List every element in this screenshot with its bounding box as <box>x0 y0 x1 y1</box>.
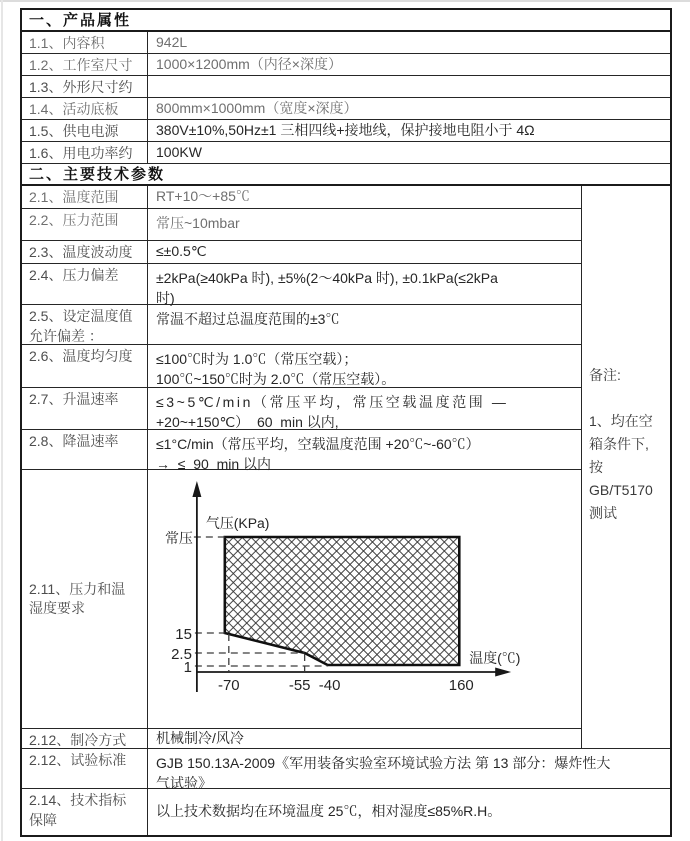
text-line: 以上技术数据均在环境温度 25℃，相对湿度≤85%R.H。 <box>156 803 502 820</box>
scan-edge-top <box>0 0 690 2</box>
row-value <box>148 142 670 163</box>
y-tick-15: 15 <box>175 625 192 644</box>
row-1-6 <box>22 142 670 164</box>
x-axis-arrow-icon <box>495 668 511 677</box>
x-tick-m55: -55 <box>288 676 311 695</box>
text-line: 2.4、压力偏差 <box>29 267 119 283</box>
section-2-body <box>22 186 670 749</box>
text-line: ≤±0.5℃ <box>156 243 207 260</box>
row-label <box>22 241 148 263</box>
text-line: 2.5、设定温度值 <box>29 308 133 324</box>
note-line: 测试 <box>589 505 617 521</box>
text-line: 2.14、技术指标 <box>29 792 127 808</box>
text-line: 时) <box>156 289 175 306</box>
section-2-full-rows <box>22 749 670 835</box>
text-line: 380V±10%,50Hz±1 三相四线+接地线，保护接地电阻小于 4Ω <box>156 121 535 138</box>
text-line: 保障 <box>29 811 57 828</box>
text-line: 允许偏差 ： <box>29 327 103 344</box>
row-2-14 <box>22 789 670 835</box>
text-line: 1.4、活动底板 <box>29 101 119 117</box>
row-label <box>22 32 148 53</box>
y-axis-label: 气压(KPa) <box>205 514 270 532</box>
text-line: RT+10～+85℃ <box>156 188 250 205</box>
row-label <box>22 76 148 97</box>
text-line: 1.3、外形尺寸约 <box>29 79 133 95</box>
row-2-11 <box>22 470 670 729</box>
section-1-rows <box>22 32 670 164</box>
row-label <box>22 142 148 163</box>
row-value <box>148 120 670 141</box>
note-line: 备注: <box>589 367 621 383</box>
text-line: 2.8、降温速率 <box>29 433 119 449</box>
text-line: 100℃~150℃时为 2.0℃（常压空载）。 <box>156 370 396 387</box>
row-2-4 <box>22 264 670 305</box>
row-value <box>148 209 582 240</box>
text-line: 湿度要求 <box>29 600 85 616</box>
row-value <box>148 729 582 748</box>
scan-edge-left <box>1 0 3 841</box>
row-label <box>22 729 148 748</box>
text-line: 2.7、升温速率 <box>29 391 119 407</box>
row-1-1 <box>22 32 670 54</box>
text-line: 1000×1200mm（内径×深度） <box>156 55 342 72</box>
text-line: 2.12、试验标准 <box>29 752 127 768</box>
spec-table <box>20 8 672 837</box>
row-2-8 <box>22 430 670 470</box>
text-line: GJB 150.13A-2009《军用装备实验室环境试验方法 第 13 部分：爆炸性大 <box>156 755 611 771</box>
row-2-7 <box>22 388 670 430</box>
row-value <box>148 430 582 472</box>
notes-cell <box>582 186 670 749</box>
section-2-header <box>22 164 670 186</box>
text-line: 气试验》 <box>156 774 212 791</box>
text-line <box>156 77 666 97</box>
text-line: +20~+150℃） 60 min 以内, <box>156 413 339 430</box>
x-axis-label: 温度(℃) <box>469 649 521 667</box>
row-2-12b <box>22 749 670 789</box>
text-line: 1.1、内容积 <box>29 35 105 51</box>
row-2-1 <box>22 186 670 209</box>
row-value <box>148 54 670 75</box>
row-2-3 <box>22 241 670 264</box>
row-value <box>148 241 582 263</box>
chart-cell <box>148 470 582 728</box>
text-line: 常温不超过总温度范围的±3℃ <box>156 311 340 327</box>
row-2-6 <box>22 345 670 388</box>
section-2-rows <box>22 186 670 749</box>
x-tick-m70: -70 <box>218 676 240 695</box>
row-label <box>22 305 148 344</box>
section-1-title: 一、产品属性 <box>29 12 132 29</box>
row-1-5 <box>22 120 670 142</box>
text-line: 800mm×1000mm（宽度×深度） <box>156 99 358 116</box>
row-value <box>148 345 582 387</box>
row-label <box>22 209 148 240</box>
row-label <box>22 120 148 141</box>
y-tick-2-5: 2.5 <box>171 645 192 664</box>
text-line: 2.12、制冷方式 <box>29 732 127 748</box>
row-label <box>22 98 148 119</box>
text-line: 2.3、温度波动度 <box>29 244 133 260</box>
row-value <box>148 186 582 208</box>
text-line: ≤100℃时为 1.0℃（常压空载）； <box>156 351 358 367</box>
text-line: 2.1、温度范围 <box>29 189 119 205</box>
row-value <box>148 749 670 791</box>
ambient-label: 常压 <box>164 529 193 547</box>
text-line: 2.6、温度均匀度 <box>29 348 133 364</box>
row-1-4 <box>22 98 670 120</box>
row-2-5 <box>22 305 670 345</box>
row-label <box>22 789 148 835</box>
section-1-header <box>22 10 670 32</box>
text-line: ±2kPa(≥40kPa 时), ±5%(2～40kPa 时), ±0.1kPa(≤2kPa <box>156 270 498 286</box>
note-line: 箱条件下, <box>589 436 649 452</box>
row-label <box>22 388 148 429</box>
note-line: 1、均在空 <box>589 413 653 429</box>
allowed-region <box>225 537 459 665</box>
row-label <box>22 470 148 728</box>
row-value <box>148 264 582 304</box>
row-label <box>22 430 148 469</box>
row-value <box>148 388 582 429</box>
text-line: 1.2、工作室尺寸 <box>29 57 133 73</box>
text-line: 942L <box>156 33 188 50</box>
row-label <box>22 345 148 387</box>
note-line: GB/T5170 <box>589 482 653 498</box>
text-line: 1.6、用电功率约 <box>29 145 133 161</box>
row-value <box>148 98 670 119</box>
text-line: 100KW <box>156 143 202 160</box>
text-line: 2.11、压力和温 <box>29 580 126 597</box>
note-line: 按 <box>589 459 603 475</box>
row-value <box>148 76 670 97</box>
row-value <box>148 789 670 835</box>
row-2-12a <box>22 729 670 749</box>
section-2-title: 二、主要技术参数 <box>29 166 166 183</box>
text-line: 机械制冷/风冷 <box>156 729 244 746</box>
text-line: 常压~10mbar <box>156 215 240 231</box>
row-label <box>22 264 148 304</box>
text-line: ≤1°C/min（常压平均，空载温度范围 +20℃~-60℃） <box>156 436 480 452</box>
row-label <box>22 749 148 788</box>
y-axis-arrow-icon <box>192 481 201 497</box>
row-label <box>22 54 148 75</box>
row-value <box>148 305 582 344</box>
y-tick-1: 1 <box>183 658 192 677</box>
x-tick-m40: -40 <box>318 676 341 695</box>
pressure-temperature-chart <box>148 470 581 728</box>
note-line <box>589 387 667 410</box>
row-2-2 <box>22 209 670 241</box>
row-value <box>148 32 670 53</box>
row-label <box>22 186 148 208</box>
row-1-2 <box>22 54 670 76</box>
text-line: ≤3~5℃/min（常压平均，常压空载温度范围 — <box>156 394 509 410</box>
row-1-3 <box>22 76 670 98</box>
text-line: → ≤ 90 min 以内 <box>156 455 272 472</box>
text-line: 1.5、供电电源 <box>29 123 119 139</box>
text-line: 2.2、压力范围 <box>29 212 119 228</box>
x-tick-160: 160 <box>448 676 474 695</box>
